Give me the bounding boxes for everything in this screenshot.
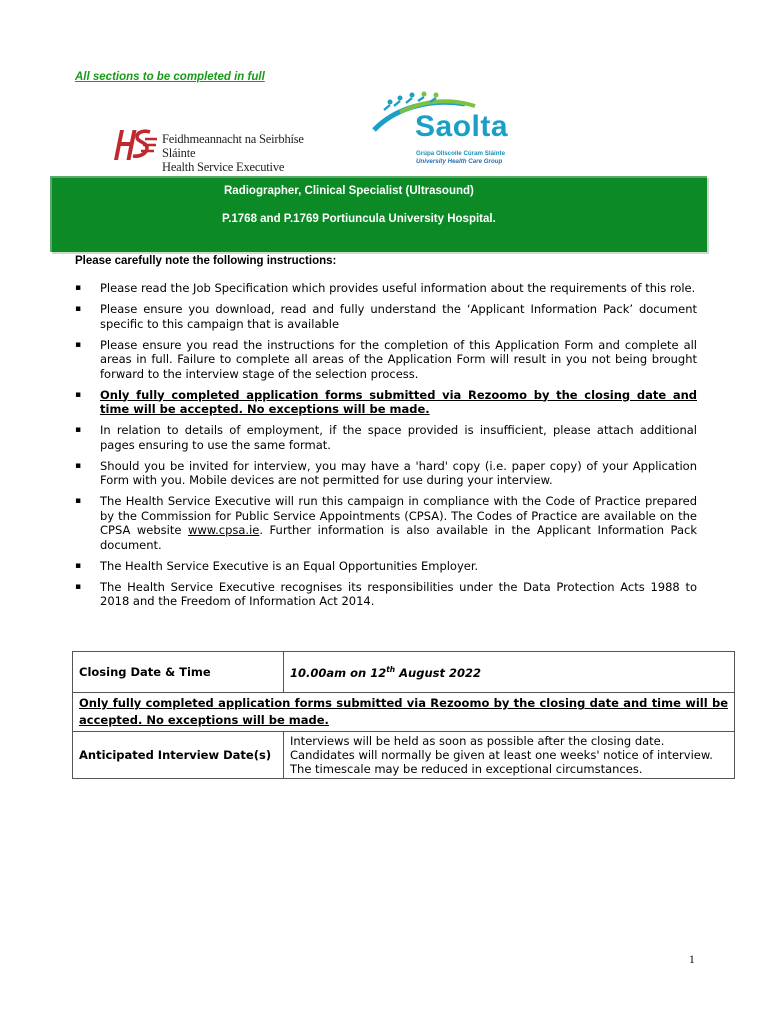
instructions-heading: Please carefully note the following instructions: bbox=[75, 255, 337, 267]
hse-logo-line2: Health Service Executive bbox=[162, 160, 285, 174]
list-item bbox=[75, 281, 697, 296]
instruction-text: The Health Service Executive is an Equal Opportunities Employer. bbox=[100, 558, 479, 573]
list-item bbox=[75, 494, 697, 552]
cpsa-link[interactable]: www.cpsa.ie bbox=[187, 523, 260, 537]
instruction-text: In relation to details of employment, if the space provided is insufficient, please attach additional pages ensuring to use the same format. bbox=[100, 423, 697, 452]
list-item bbox=[75, 459, 697, 488]
bullet-icon: ▪ bbox=[75, 496, 82, 506]
interview-date-label: Anticipated Interview Date(s) bbox=[73, 732, 284, 779]
interview-date-value: Interviews will be held as soon as possible after the closing date. Candidates will normally be given at least one weeks' notice of interview. The timescale may be reduced in exceptional circumstances. bbox=[284, 732, 735, 779]
bullet-icon: ▪ bbox=[75, 389, 82, 400]
saolta-name: Saolta bbox=[415, 110, 509, 143]
job-title-banner bbox=[50, 176, 707, 252]
list-item bbox=[75, 423, 697, 452]
saolta-subtitle bbox=[416, 150, 505, 166]
instruction-text: The Health Service Executive recognises its responsibilities under the Data Protection Acts 1988 to 2018 and the Freedom of Information Act 2014. bbox=[100, 579, 697, 608]
instructions-list bbox=[75, 281, 697, 615]
completion-note: All sections to be completed in full bbox=[75, 71, 265, 83]
instruction-text: Please ensure you download, read and fully understand the ‘Applicant Information Pack’ document specific to this campaign that is available bbox=[100, 302, 697, 331]
instruction-text: Please read the Job Specification which provides useful information about the requirements of this role. bbox=[100, 281, 696, 295]
bullet-icon: ▪ bbox=[75, 339, 82, 350]
job-reference: P.1768 and P.1769 Portiuncula University Hospital. bbox=[222, 213, 496, 225]
bullet-icon: ▪ bbox=[75, 460, 82, 471]
list-item bbox=[75, 302, 697, 331]
hse-mark-icon bbox=[110, 126, 158, 164]
page-number: 1 bbox=[689, 954, 695, 966]
bullet-icon: ▪ bbox=[75, 581, 82, 592]
closing-warning: Only fully completed application forms submitted via Rezoomo by the closing date and time will be accepted. No exceptions will be made. bbox=[73, 693, 735, 732]
bullet-icon: ▪ bbox=[75, 283, 82, 293]
bullet-icon: ▪ bbox=[75, 304, 82, 314]
closing-date-label: Closing Date & Time bbox=[73, 652, 284, 693]
hse-logo bbox=[110, 126, 340, 174]
list-item bbox=[75, 580, 697, 609]
instruction-text: Please ensure you read the instructions for the completion of this Application Form and complete all areas in full. Failure to complete all areas of the Application Form will result in you not being brought forward to the interview stage of the selection process. bbox=[100, 337, 697, 381]
job-title: Radiographer, Clinical Specialist (Ultrasound) bbox=[224, 185, 474, 197]
table-row bbox=[73, 732, 735, 779]
saolta-sub-irish: Grúpa Ollscoile Cúram Sláinte bbox=[416, 150, 506, 157]
hse-logo-text bbox=[162, 132, 340, 174]
hse-logo-line1: Feidhmeannacht na Seirbhíse Sláinte bbox=[162, 132, 304, 160]
instruction-text: Should you be invited for interview, you may have a 'hard' copy (i.e. paper copy) of your Application Form with you. Mobile devices are not permitted for use during your interview. bbox=[100, 458, 697, 487]
instruction-text: The Health Service Executive will run this campaign in compliance with the Code of Practice prepared by the Commission for Public Service Appointments (CPSA). The Codes of Practice are available on the CPSA website bbox=[100, 494, 697, 537]
campaign-info-table bbox=[72, 651, 735, 779]
saolta-logo bbox=[370, 90, 540, 172]
closing-date-value: 10.00am on 12th August 2022 bbox=[284, 652, 735, 693]
bullet-icon: ▪ bbox=[75, 425, 82, 435]
list-item bbox=[75, 338, 697, 382]
bullet-icon: ▪ bbox=[75, 560, 82, 571]
table-row bbox=[73, 693, 735, 732]
instruction-text-cont: . Further information is also available in the Applicant Information Pack document. bbox=[100, 523, 697, 552]
list-item bbox=[75, 388, 697, 417]
list-item bbox=[75, 559, 697, 574]
saolta-sub-english: University Health Care Group bbox=[416, 158, 503, 165]
instruction-text: Only fully completed application forms submitted via Rezoomo by the closing date and time will be accepted. No exceptions will be made. bbox=[100, 387, 697, 416]
table-row bbox=[73, 652, 735, 693]
